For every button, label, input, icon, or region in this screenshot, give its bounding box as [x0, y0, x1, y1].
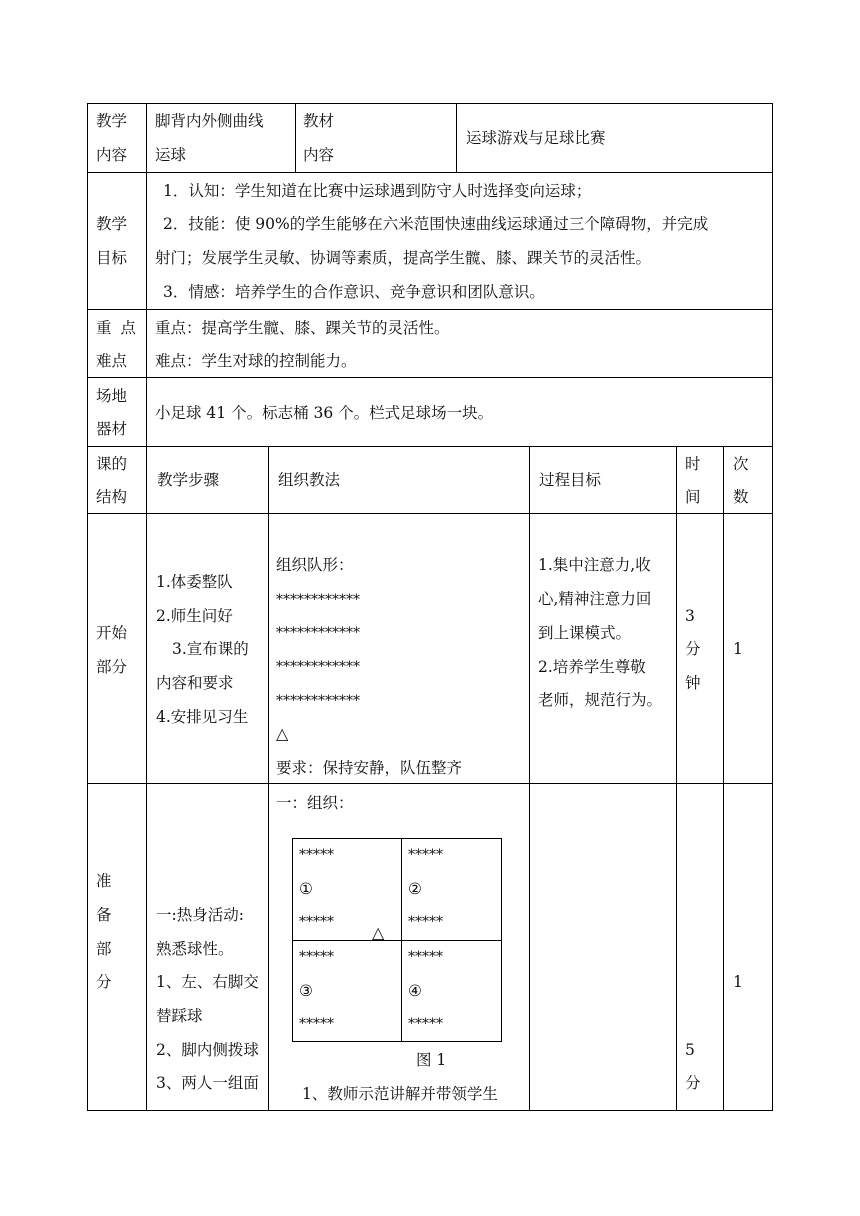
key-point-text: 重点：提高学生髋、膝、踝关节的灵活性。	[155, 319, 450, 337]
rule	[529, 446, 530, 1111]
q1-top-row: *****	[299, 847, 334, 863]
rule	[295, 103, 296, 172]
q3-number: ③	[299, 982, 313, 1000]
prep-step: 熟悉球性。	[156, 940, 234, 958]
start-step: 4.安排见习生	[156, 708, 249, 726]
rule	[87, 513, 773, 514]
objectives-label-line2: 目标	[96, 249, 128, 267]
q4-bottom-row: *****	[408, 1016, 443, 1032]
q4-number: ④	[408, 982, 422, 1000]
venue-label-line2: 器材	[96, 420, 128, 438]
rule	[723, 446, 724, 1111]
q2-top-row: *****	[408, 847, 443, 863]
objective-line: 射门；发展学生灵敏、协调等素质，提高学生髋、膝、踝关节的灵活性。	[155, 249, 652, 267]
goal-header: 过程目标	[539, 471, 602, 489]
venue-text: 小足球 41 个。标志桶 36 个。栏式足球场一块。	[155, 404, 494, 422]
topic-line2: 运球	[155, 146, 187, 164]
prep-time: 5	[685, 1041, 695, 1059]
start-step: 3.宣布课的	[172, 640, 249, 658]
prep-org-title: 一：组织：	[276, 794, 354, 812]
count-header-line2: 数	[733, 488, 749, 506]
start-count: 1	[733, 640, 743, 658]
content-label-line2: 内容	[96, 146, 128, 164]
formation-title: 组织队形：	[276, 556, 354, 574]
q1-bottom-row: *****	[299, 914, 334, 930]
prep-count: 1	[733, 973, 743, 991]
start-time: 钟	[685, 674, 701, 692]
steps-header: 教学步骤	[157, 471, 220, 489]
venue-label-line1: 场地	[96, 387, 128, 405]
q3-bottom-row: *****	[299, 1016, 334, 1032]
topic-line1: 脚背内外侧曲线	[155, 112, 264, 130]
start-goal: 到上课模式。	[538, 624, 632, 642]
prep-part-char: 分	[96, 973, 112, 991]
prep-step: 替踩球	[156, 1007, 203, 1025]
rule	[268, 446, 269, 1111]
start-step: 内容和要求	[156, 674, 234, 692]
prep-part-char: 准	[96, 872, 112, 890]
content-label-line1: 教学	[96, 112, 128, 130]
rule	[87, 172, 773, 173]
q4-top-row: *****	[408, 949, 443, 965]
start-step: 1.体委整队	[156, 573, 233, 591]
start-goal: 老师，规范行为。	[538, 691, 663, 709]
start-step: 2.师生问好	[156, 607, 233, 625]
rule	[87, 309, 773, 310]
objective-line: 1．认知：学生知道在比赛中运球遇到防守人时选择变向运球；	[163, 182, 592, 200]
start-goal: 2.培养学生尊敬	[538, 658, 646, 676]
rule	[676, 446, 677, 1111]
figure-caption: 图 1	[416, 1051, 447, 1069]
prep-part-char: 部	[96, 940, 112, 958]
objective-line: 3．情感：培养学生的合作意识、竞争意识和团队意识。	[163, 283, 545, 301]
rule	[87, 446, 773, 447]
q3-top-row: *****	[299, 949, 334, 965]
material-text: 运球游戏与足球比赛	[466, 129, 606, 147]
student-row: ************	[276, 693, 360, 709]
difficulty-text: 难点：学生对球的控制能力。	[155, 352, 357, 370]
prep-time: 分	[685, 1074, 701, 1092]
keypoints-label-line1: 重 点	[96, 319, 138, 337]
prep-step: 1、左、右脚交	[156, 973, 259, 991]
q2-number: ②	[408, 880, 422, 898]
teacher-triangle-icon: △	[372, 923, 385, 942]
student-row: ************	[276, 625, 360, 641]
start-time: 分	[685, 640, 701, 658]
start-part-line1: 开始	[96, 624, 128, 642]
start-time: 3	[685, 607, 695, 625]
material-label-line2: 内容	[303, 146, 335, 164]
q2-bottom-row: *****	[408, 914, 443, 930]
prep-method-line: 1、教师示范讲解并带领学生	[302, 1085, 498, 1103]
rule	[772, 103, 773, 1111]
teacher-triangle-icon: △	[276, 724, 289, 743]
start-goal: 心,精神注意力回	[538, 590, 652, 608]
time-header-line2: 间	[685, 488, 701, 506]
prep-step: 3、两人一组面	[156, 1074, 259, 1092]
rule	[87, 103, 88, 1111]
structure-header-line2: 结构	[96, 488, 128, 506]
rule	[146, 103, 147, 1111]
time-header-line1: 时	[685, 455, 701, 473]
q1-number: ①	[299, 880, 313, 898]
start-part-line2: 部分	[96, 658, 128, 676]
material-label-line1: 教材	[303, 112, 335, 130]
prep-part-char: 备	[96, 906, 112, 924]
structure-header-line1: 课的	[96, 455, 128, 473]
formation-requirement: 要求：保持安静，队伍整齐	[276, 759, 463, 777]
method-header: 组织教法	[278, 471, 341, 489]
keypoints-label-line2: 难点	[96, 352, 128, 370]
start-goal: 1.集中注意力,收	[538, 556, 651, 574]
objectives-label-line1: 教学	[96, 215, 128, 233]
student-row: ************	[276, 592, 360, 608]
prep-step: 一:热身活动:	[156, 906, 244, 924]
objective-line: 2．技能：使 90%的学生能够在六米范围快速曲线运球通过三个障碍物，并完成	[163, 215, 709, 233]
prep-step: 2、脚内侧拨球	[156, 1041, 259, 1059]
student-row: ************	[276, 659, 360, 675]
rule	[456, 103, 457, 172]
count-header-line1: 次	[733, 455, 749, 473]
